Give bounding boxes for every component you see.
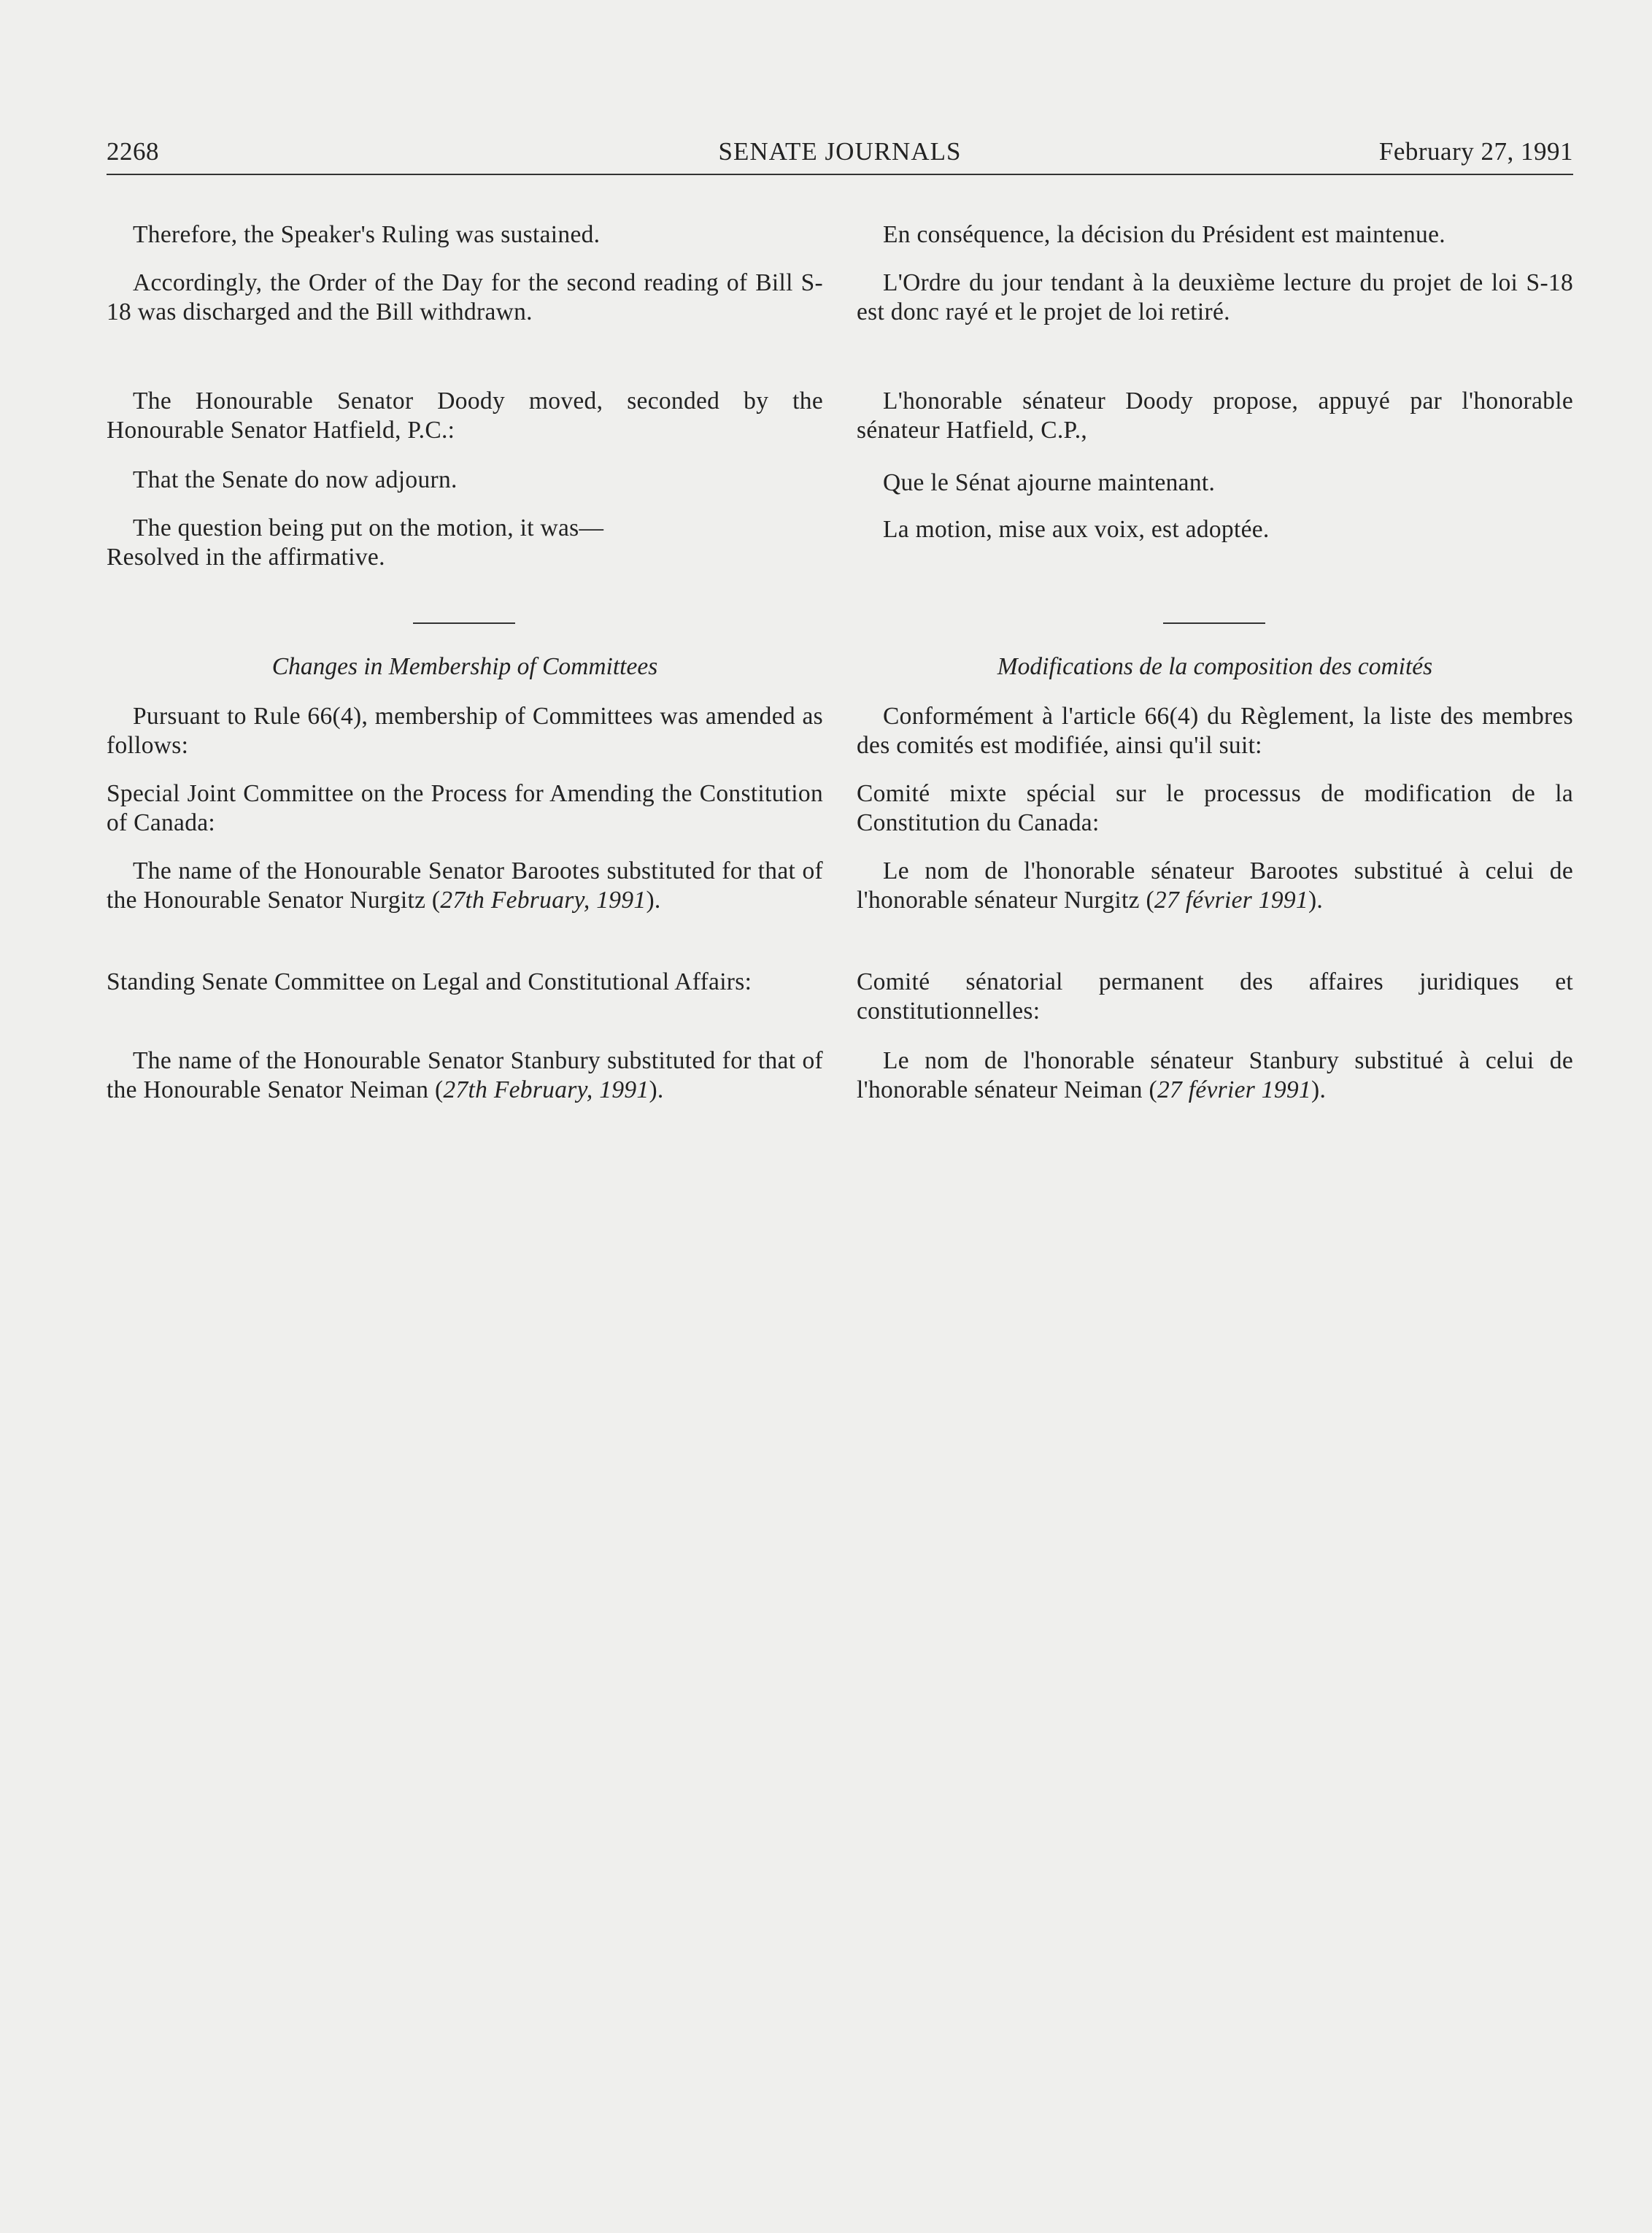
fr-paragraph-adoptee: La motion, mise aux voix, est adoptée. bbox=[883, 516, 1270, 543]
fr-paragraph-stanbury: Le nom de l'honorable sénateur Stanbury substitué à celui de l'honorable sénateur Neiman (27 février 1991). bbox=[857, 1047, 1573, 1103]
fr-paragraph-comite-mixte: Comité mixte spécial sur le processus de modification de la Constitution du Canada: bbox=[857, 780, 1573, 836]
fr-paragraph-decision: En conséquence, la décision du Président est maintenue. bbox=[883, 221, 1446, 248]
en-section-heading: Changes in Membership of Committees bbox=[271, 653, 658, 680]
fr-section-heading: Modifications de la composition des comités bbox=[997, 653, 1433, 680]
en-paragraph-pursuant: Pursuant to Rule 66(4), membership of Committees was amended as follows: bbox=[107, 703, 823, 759]
en-paragraph-special-joint: Special Joint Committee on the Process for Amending the Constitution of Canada: bbox=[107, 780, 823, 836]
fr-paragraph-comite-senatorial: Comité sénatorial permanent des affaires juridiques et constitutionnelles: bbox=[857, 968, 1573, 1025]
en-separator bbox=[413, 622, 515, 624]
fr-paragraph-conformement: Conformément à l'article 66(4) du Règlement, la liste des membres des comités est modifiée, ainsi qu'il suit: bbox=[857, 703, 1573, 759]
fr-paragraph-ordre: L'Ordre du jour tendant à la deuxième lecture du projet de loi S-18 est donc rayé et le projet de loi retiré. bbox=[857, 269, 1573, 325]
en-paragraph-resolved: Resolved in the affirmative. bbox=[107, 544, 385, 571]
en-paragraph-motion: The Honourable Senator Doody moved, seconded by the Honourable Senator Hatfield, P.C.: bbox=[107, 387, 823, 444]
journal-date: February 27, 1991 bbox=[1378, 137, 1573, 166]
journal-title: SENATE JOURNALS bbox=[718, 137, 962, 166]
en-paragraph-order: Accordingly, the Order of the Day for the second reading of Bill S-18 was discharged and the Bill withdrawn. bbox=[107, 269, 823, 325]
fr-paragraph-barootes: Le nom de l'honorable sénateur Barootes substitué à celui de l'honorable sénateur Nurgitz (27 février 1991). bbox=[857, 857, 1573, 914]
fr-paragraph-motion: L'honorable sénateur Doody propose, appuyé par l'honorable sénateur Hatfield, C.P., bbox=[857, 387, 1573, 444]
en-paragraph-question: The question being put on the motion, it was— bbox=[133, 514, 604, 541]
page-number: 2268 bbox=[107, 137, 159, 166]
en-paragraph-adjourn: That the Senate do now adjourn. bbox=[133, 466, 458, 493]
en-paragraph-standing: Standing Senate Committee on Legal and Constitutional Affairs: bbox=[107, 968, 752, 995]
en-paragraph-barootes: The name of the Honourable Senator Barootes substituted for that of the Honourable Senator Nurgitz (27th February, 1991). bbox=[107, 857, 823, 914]
en-paragraph-ruling: Therefore, the Speaker's Ruling was sustained. bbox=[133, 221, 601, 248]
fr-paragraph-ajourne: Que le Sénat ajourne maintenant. bbox=[883, 469, 1216, 496]
fr-separator bbox=[1163, 622, 1265, 624]
header-rule bbox=[107, 174, 1573, 175]
page-header bbox=[107, 137, 1573, 174]
en-paragraph-stanbury: The name of the Honourable Senator Stanbury substituted for that of the Honourable Senator Neiman (27th February, 1991). bbox=[107, 1047, 823, 1103]
